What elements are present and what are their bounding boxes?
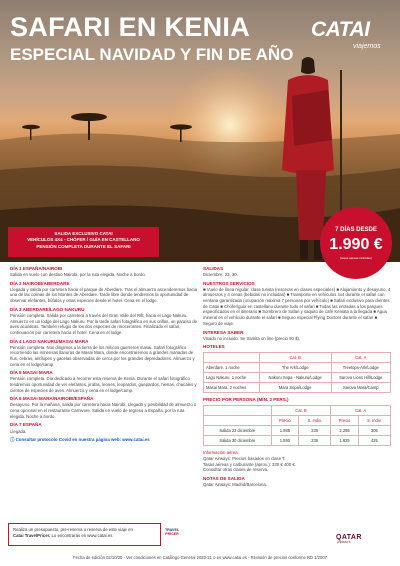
itinerary-day [10,422,198,434]
itinerary-day [10,281,198,304]
travelpricer-logo [161,525,183,545]
badge-note: (tasas aéreas incluidas) [340,256,372,260]
header-cell: Cat. B [259,353,331,363]
table-cell: 235 [299,426,331,436]
header-cell: Cat. A [331,406,391,416]
section-title: NUESTROS SERVICIOS [203,280,255,286]
covid-link[interactable] [10,437,198,443]
price-title: PRECIO POR PERSONA (MÍN. 2 PERS.) [203,397,289,403]
info-line: Qatar Airways: Precios basados en clase T. [203,455,286,461]
table-row [204,373,391,383]
day-title: DÍA 3 ABERDARE/LAGO NAKURU [10,306,85,312]
itinerary-column [10,266,198,443]
header-cell: Precio [331,416,358,426]
table-cell: Aberdare. 1 noche [204,363,260,373]
table-cell: Sarova Mara/Camp [331,383,390,393]
table-cell: Mara Sopa/Lodge [259,383,331,393]
table-cell: 235 [299,436,331,446]
section-text: ■ Vuelo de línea regular, clase turista (reservas en clases especiales) ■ Alojamiento y desayuno, 4 almuerzos y 4 cenas (bebidas no incluidas) ■ Transporte en vehículos 4x4 durante el safari con ventana garantizada (ocupación máxima 7 personas por vehículo) ■ Safari exclusivo para clientes de Catai ■ Chófer/guía en castellano durante todo el safari ■ Todas las entradas a los parques especificados en el itinerario ■ Sombrero de Safari y saquito de café Keniata a la llegada ■ Agua mineral en el vehículo durante el safari ■ Seguro especial Flying Doctors durante el safari ■ Seguro de viaje. [203,286,391,326]
table-cell: 1.590 [271,436,298,446]
day-text: Pensión completa. Salida por carretera a través del Gran Valle del Rift, hacia el Lago Nakuru. Almuerzo en un lodge del Lago Nakuru. Por la tarde safari fotográfico en sus orillas, un paraíso de aves acuáticas. También refugio de los dos especies de rinocerontes. Finalizado el safari, continuación por carretera hacia el hotel. Cena en el lodge. [10,312,198,335]
table-cell: The Ark/Lodge [259,363,331,373]
day-text: Llegada. [10,428,27,434]
table-cell: 425 [358,436,390,446]
table-cell: 2.295 [331,426,358,436]
promo-line: VEHÍCULOS 4X4 - CHÓFER / GUÍA EN CASTELLANO [27,237,140,243]
section-title: INTERESA SABER [203,329,244,335]
table-row [204,383,391,393]
badge-days: 7 DÍAS DESDE [335,227,377,233]
itinerary-day [10,266,198,278]
header-cell: Precio [271,416,298,426]
hotels-table [203,352,391,393]
header-cell [204,353,260,363]
info-title: Información aérea. [203,450,239,456]
table-cell: Salida 23 diciembre [204,426,272,436]
section-text: Diciembre: 23, 30. [203,272,238,278]
table-cell: 1.985 [271,426,298,436]
price-table [203,405,391,446]
table-row [204,426,391,436]
badge-price: 1.990 € [329,236,383,253]
travelpricer-cta[interactable] [8,523,161,546]
day-text: Llegada y salida por carretera hacia el parque de Aberdare. Tras el almuerzo ascenderemos hacia una de las colinas de los Montes de Aberdare. Tarde libre donde tendremos la oportunidad de observar elefantes, búfalos y otras especies desde el hotel. Cena en el lodge. [10,286,198,304]
day-title: DÍA 1 ESPAÑA/NAIROBI [10,266,63,271]
header-cell: S. Indiv. [299,416,331,426]
table-cell: Lago Nakuru. 1 noche [204,373,260,383]
header-cell [204,406,272,416]
notas-section [203,476,391,488]
itinerary-day [10,396,198,419]
page-title: SAFARI EN KENIA [10,12,251,42]
day-text: Pensión completa. Nos dirigimos a la tierra de los míticos guerreros masai. Safari fotográfico recorriendo las inmensas llanuras de Masai Mara, donde encontraremos a grandes manadas de ñus, cebras, antílopes y gacelas observadas de cerca por los grandes depredadores. Almuerzo y cena en el lodge/camp. [10,344,195,367]
promo-line: SALIDA EXCLUSIVO CATAI [54,231,113,236]
salidas-section [203,266,391,278]
info-icon: ⓘ [10,437,16,443]
itinerary-day [10,307,198,336]
tp-line: PRICER [165,531,179,536]
tp-line: TRAVEL [164,528,180,532]
info-section [203,450,391,473]
page-subtitle: ESPECIAL NAVIDAD Y FIN DE AÑO [10,45,294,64]
footer-text: Fecha de edición 02/10/20 - Ver condiciones en Catálogo General 2020-21 o en www.catai.es - Revisión de precios conforme RD 1/2007 [73,555,327,560]
section-title: NOTAS DE SALIDA [203,475,245,481]
table-cell: 1.825 [331,436,358,446]
table-cell: Masai Mara. 2 noches [204,383,260,393]
promo-line: PENSIÓN COMPLETA DURANTE EL SAFARI [36,243,131,249]
table-cell: 305 [358,426,390,436]
header-cell: S. Indiv. [358,416,390,426]
cta-line: Realiza un presupuesto, pre-reserva o reserva de este viaje en [13,527,133,532]
section-title: SALIDAS [203,266,224,271]
table-cell: Treetops-Ark/Lodge [331,363,390,373]
cta-brand: Catai TravelPricer. [13,533,51,539]
catai-tagline: viajemos [353,43,381,50]
table-header-row [204,416,391,426]
details-column [203,266,391,491]
table-header-row [204,406,391,416]
info-line: Tasas aéreas y carburante (aprox.): 330 € 400 €. [203,461,296,467]
cta-line: Lo encontrarás en www.catai.es [51,533,113,539]
covid-text: Consultar protocolo Covid en nuestra página web: www.catai.es [15,437,150,443]
table-header-row [204,353,391,363]
itinerary-day [10,339,198,368]
section-text: Visado no incluido. Se tramita on line (precio 50 $). [203,335,301,341]
itinerary-day [10,370,198,393]
interesa-section [203,330,391,342]
hotels-title: HOTELES [203,344,225,350]
day-title: DÍA 7 ESPAÑA [10,422,42,428]
day-title: DÍA 5 MASAI MARA [10,370,53,376]
table-row [204,436,391,446]
qatar-logo-sub: AIRWAYS [337,540,351,544]
day-title: DÍA 2 NAIROBI/ABERDARE [10,280,70,286]
day-title: DÍA 4 LAGO NAKURU/MASAI MARA [10,338,89,344]
day-text: Pensión completa. Día dedicado a recorrer esta reserva de Kenia. Durante el safari fotográfico tendremos oportunidad de ver elefantes, jirafas, leones, leopardos, guepardos, hienas, chacales y cientos de especies de aves. Almuerzo y cena en el lodge/camp. [10,376,197,393]
header-cell: Cat. B [271,406,331,416]
day-text: Salida en vuelo con destino Nairobi, por la ruta elegida. Noche a bordo. [10,272,146,278]
table-cell: Sarova Lions Hill/Lodge [331,373,390,383]
servicios-section [203,281,391,327]
catai-logo: CATAI [311,18,370,41]
day-text: Desayuno. Por la mañana, salida por carretera hacia Nairobi. Llegada y posibilidad de almuerzo o cena opcional en el restaurante Carnivore. Salida en vuelo de regreso a España, por la ruta elegida. Noche a bordo. [10,402,197,419]
promo-banner [8,227,159,257]
table-cell: Nakuru Sopa - Nakuru/Lodge [259,373,331,383]
day-title: DÍA 6 MASAI MARA/NAIROBI/ESPAÑA [10,396,94,402]
header-cell: Cat. A [331,353,390,363]
table-row [204,363,391,373]
info-line: Consultar otras clases de reserva. [203,467,269,473]
table-cell: Salida 30 diciembre [204,436,272,446]
header-cell [204,416,272,426]
qatar-logo: QATAR [336,534,362,541]
section-text: Qatar Airways: Madrid/Barcelona. [203,481,268,487]
